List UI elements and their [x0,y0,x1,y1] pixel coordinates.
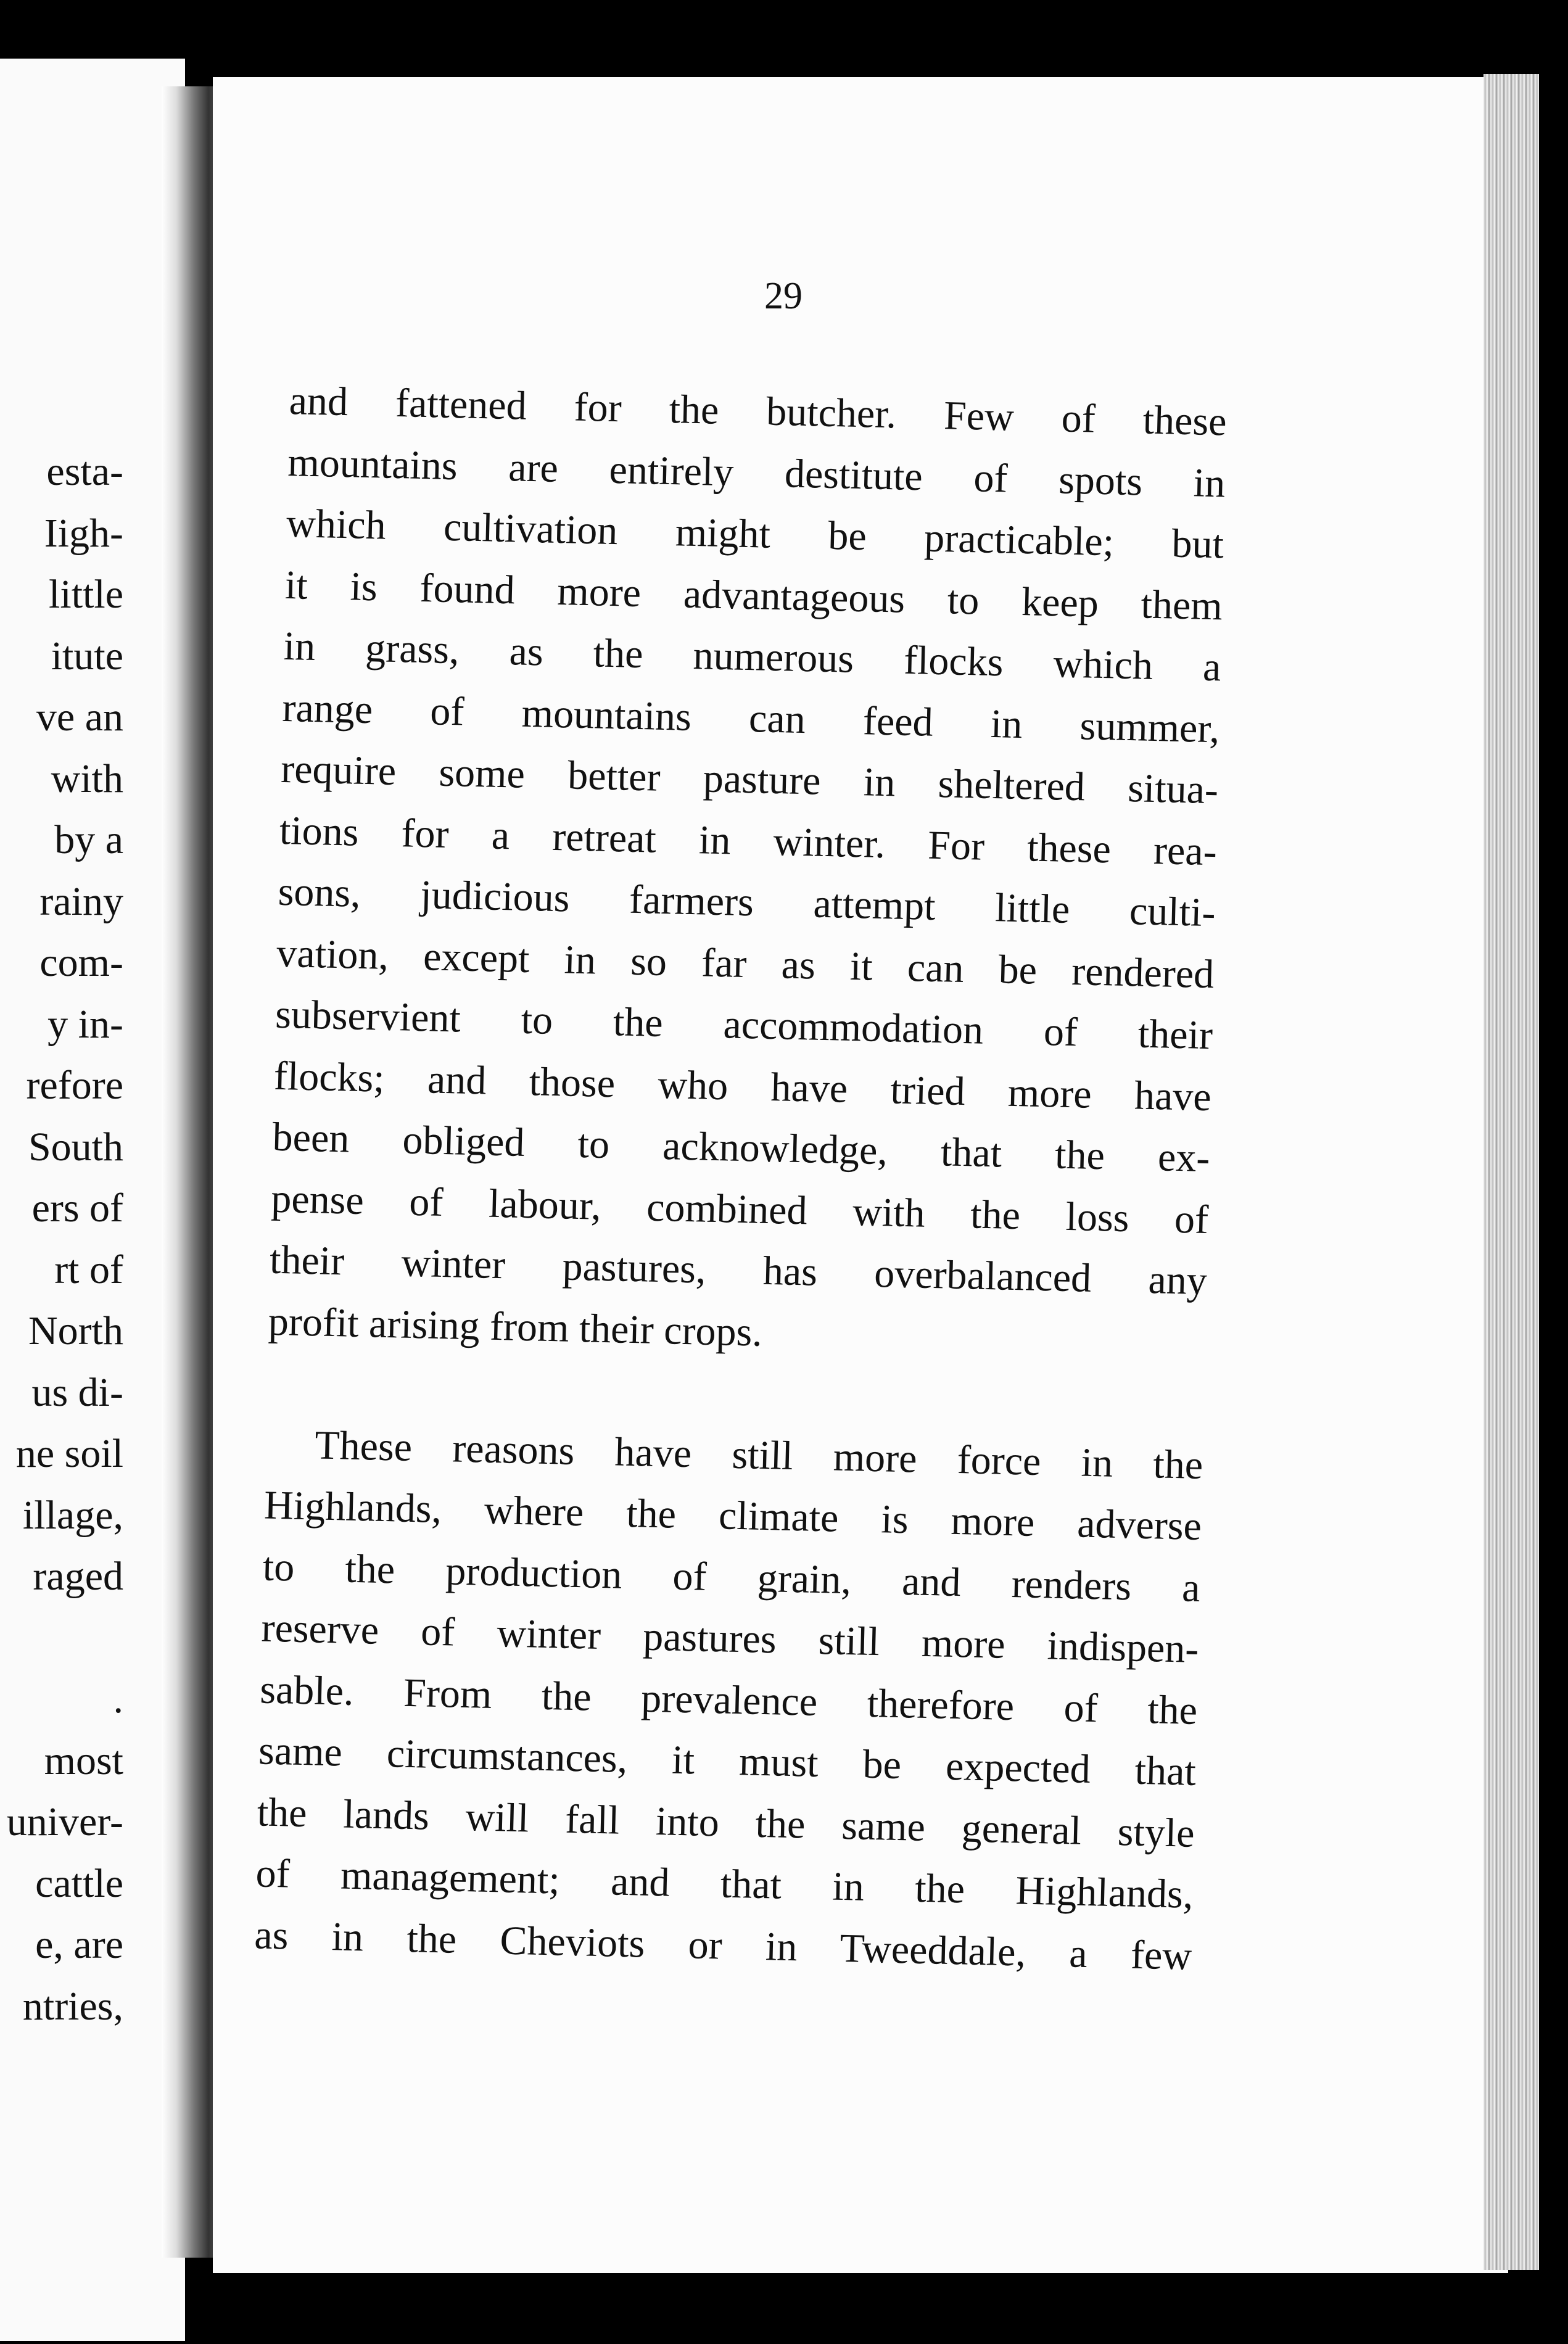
text-line: reserve of winter pastures still more indispen- [260,1605,1200,1672]
text-line: and fattened for the butcher. Few of these [289,378,1228,445]
text-line: to the production of grain, and renders a [262,1544,1201,1611]
left-page-line: North [28,1308,123,1353]
left-page-line: esta- [46,449,123,494]
left-page-line: cattle [35,1860,123,1906]
text-line: range of mountains can feed in summer, [281,685,1221,751]
text-line: tions for a retreat in winter. For these rea- [279,807,1218,874]
left-page-line: little [49,572,123,617]
left-page-line: rainy [39,878,123,924]
text-line: of management; and that in the Highlands, [255,1851,1194,1917]
text-line: subservient to the accommodation of their [274,991,1213,1059]
left-page-line: itute [51,633,123,679]
left-page-line: univer- [6,1799,123,1844]
text-line: same circumstances, it must be expected that [258,1728,1197,1794]
left-page-line: ers of [31,1186,123,1231]
left-page-line: with [51,756,123,801]
left-page-line: ntries, [22,1983,123,2029]
text-line: profit arising from their crops. [268,1298,763,1355]
left-page-line: e, are [35,1922,123,1967]
page-edge [1483,74,1539,2270]
left-page-line: Iigh- [44,510,123,556]
text-line: been obliged to acknowledge, that the ex- [271,1114,1211,1181]
left-page-line: ve an [36,695,123,740]
left-page-line: illage, [22,1492,123,1538]
text-line: sons, judicious farmers attempt little culti- [277,869,1216,936]
text-line: pense of labour, combined with the loss of [270,1176,1209,1242]
left-page-line [7,1607,123,1669]
body-text [254,370,1227,1987]
text-line: flocks; and those who have tried more have [273,1053,1212,1120]
book-gutter [162,86,220,2258]
text-line: it is found more advantageous to keep them [284,562,1223,629]
left-page-line: most [44,1738,123,1783]
left-page [0,59,185,2341]
text-line: require some better pasture in sheltered situa- [280,746,1219,813]
text-line: sable. From the prevalence therefore of the [259,1666,1198,1733]
text-line: vation, except in so far as it can be rendered [276,930,1215,997]
text-line: These reasons have still more force in the [314,1422,1203,1488]
left-page-line: rt of [54,1247,123,1292]
left-page-line: com- [39,940,123,985]
text-line: mountains are entirely destitute of spots in [287,439,1226,506]
left-page-line: ne soil [15,1431,123,1476]
left-page-line: refore [26,1063,123,1108]
text-line: Highlands, where the climate is more adverse [263,1482,1202,1550]
left-page-line: South [28,1124,123,1170]
left-page-line: raged [33,1554,123,1599]
text-line: the lands will fall into the same general style [257,1789,1195,1856]
left-page-line: y in- [47,1001,123,1047]
page-number: 29 [764,275,803,317]
left-page-line: . [113,1677,123,1722]
left-page-line: us di- [31,1369,123,1415]
left-page-line: by a [54,817,123,862]
text-line: in grass, as the numerous flocks which a [283,623,1222,690]
text-line: as in the Cheviots or in Tweeddale, a few [254,1912,1192,1979]
text-line: which cultivation might be practicable; but [286,500,1224,567]
left-page-text [7,441,123,2037]
text-line: their winter pastures, has overbalanced any [269,1237,1208,1304]
